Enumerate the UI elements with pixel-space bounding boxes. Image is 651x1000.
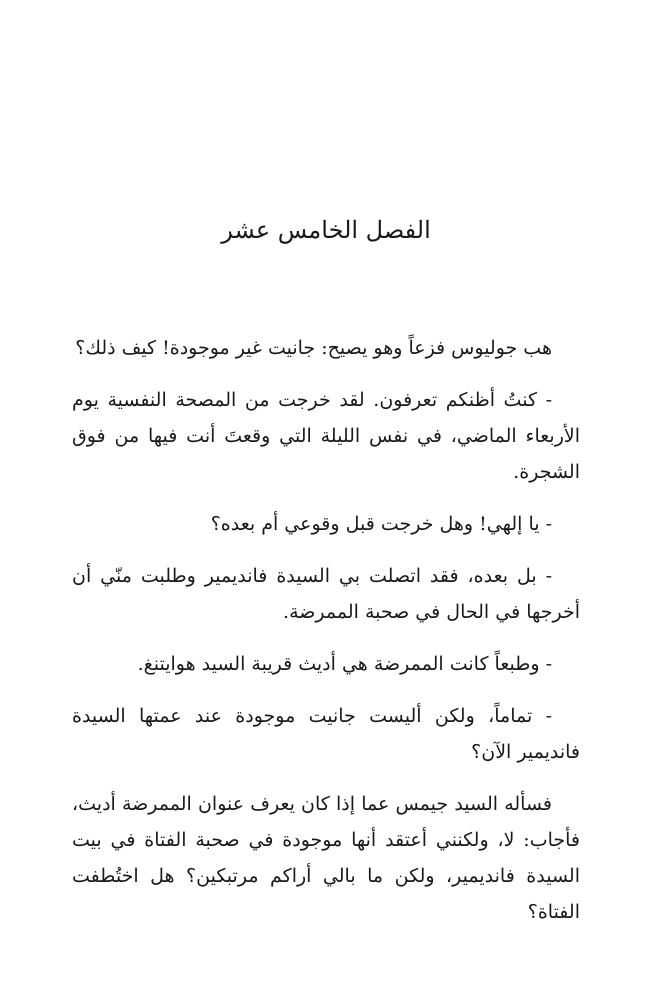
paragraph: هب جوليوس فزعاً وهو يصيح: جانيت غير موجودة! كيف ذلك؟ [75,337,552,359]
paragraph: - يا إلهي! وهل خرجت قبل وقوعي أم بعده؟ [210,513,552,535]
book-page [72,0,580,1000]
paragraph: فسأله السيد جيمس عما إذا كان يعرف عنوان الممرضة أديث، فأجاب: لا، ولكنني أعتقد أنها موجودة في صحبة الفتاة في بيت السيدة فانديمير، ولكن ما بالي أراكم مرتبكين؟ هل اختُطفت الفتاة؟ [72,793,580,923]
paragraph: - بل بعده، فقد اتصلت بي السيدة فانديمير وطلبت منّي أن أخرجها في الحال في صحبة الممرضة. [72,565,580,623]
paragraph: - كنتُ أظنكم تعرفون. لقد خرجت من المصحة النفسية يوم الأربعاء الماضي، في نفس الليلة التي وقعتَ أنت فيها من فوق الشجرة. [72,389,580,483]
paragraph: - تماماً، ولكن أليست جانيت موجودة عند عمتها السيدة فانديمير الآن؟ [72,705,580,763]
paragraph: - وطبعاً كانت الممرضة هي أديث قريبة السيد هوايتنغ. [137,653,552,675]
chapter-body [72,330,580,946]
chapter-title: الفصل الخامس عشر [221,216,431,244]
